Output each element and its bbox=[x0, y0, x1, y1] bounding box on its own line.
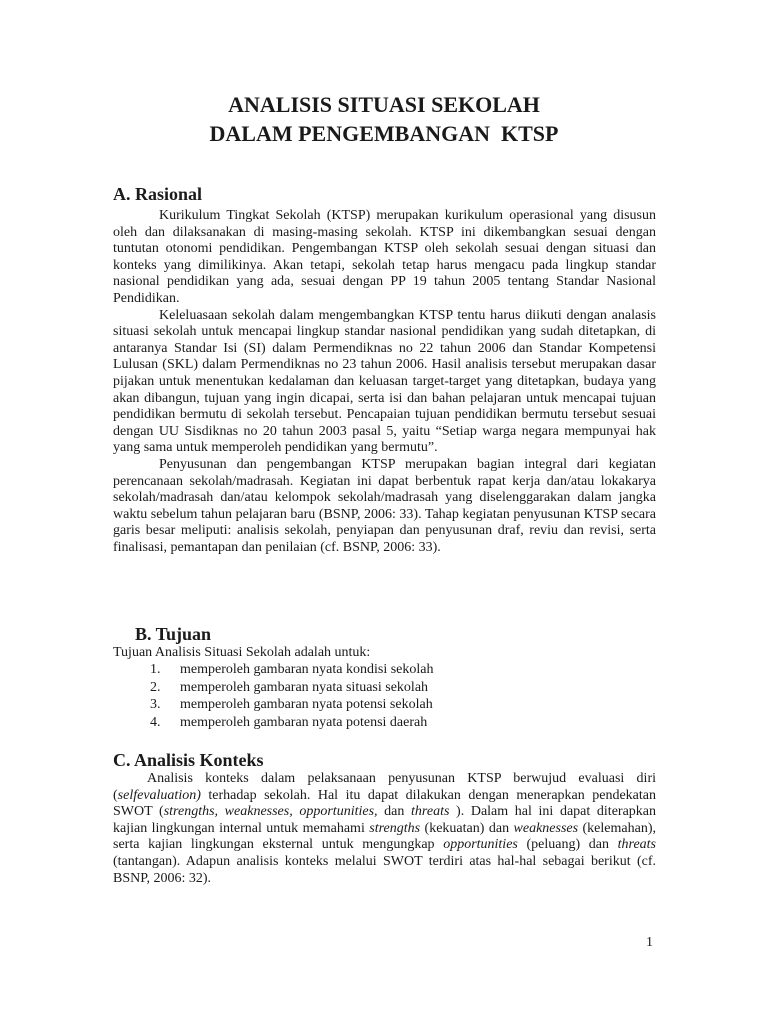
text-run: (kekuatan) dan bbox=[420, 820, 514, 836]
text-run: terhadap sekolah. Hal itu dapat dilakukan dengan menerapkan pendekatan SWOT ( bbox=[113, 787, 656, 820]
paragraph-rasional-2: Keleluasaan sekolah dalam mengembangkan KTSP tentu harus diikuti dengan analasis situasi sekolah untuk mencapai lingkup standar nasional pendidikan yang sudah ditetapkan, di antaranya Standar Isi (SI) dalam Permendiknas no 22 tahun 2006 dan Standar Kompetensi Lulusan (SKL) dalam Permendiknas no 23 tahun 2006. Hasil analisis tersebut merupakan dasar pijakan untuk menentukan kedalaman dan keluasan target-target yang ditetapkan, budaya yang akan dibangun, tujuan yang ingin dicapai, serta isi dan bahan pelajaran untuk mencapai tujuan pendidikan bermutu di sekolah tersebut. Pencapaian tujuan pendidikan bermutu tersebut sesuai dengan UU Sisdiknas no 20 tahun 2003 pasal 5, yaitu “Setiap warga negara mempunyai hak yang sama untuk memperoleh pendidikan yang bermutu”. bbox=[113, 307, 656, 456]
title-line-1: ANALISIS SITUASI SEKOLAH bbox=[228, 92, 540, 117]
page-number: 1 bbox=[646, 935, 653, 950]
text-run: (tantangan). Adapun analisis konteks melalui SWOT terdiri atas hal-hal sebagai berikut (cf. BSNP, 2006: 32). bbox=[113, 853, 656, 886]
list-item bbox=[113, 679, 633, 697]
section-c-heading: C. Analisis Konteks bbox=[113, 750, 264, 770]
emphasis-run: threats bbox=[411, 804, 450, 820]
document-title bbox=[0, 90, 768, 148]
list-item-text: memperoleh gambaran nyata kondisi sekolah bbox=[180, 662, 434, 677]
list-item bbox=[113, 714, 633, 732]
emphasis-run: strengths bbox=[369, 820, 421, 836]
list-item-number: 1. bbox=[150, 662, 161, 677]
emphasis-run: selfevaluation) bbox=[117, 787, 201, 803]
emphasis-run: opportunities bbox=[443, 837, 518, 853]
list-item-number: 4. bbox=[150, 714, 161, 730]
section-a-body bbox=[113, 208, 656, 556]
text-run: (peluang) dan bbox=[517, 837, 618, 853]
text-run: ). Dalam hal ini dapat diterapkan kajian lingkungan internal untuk memahami bbox=[113, 804, 657, 836]
list-item-text: memperoleh gambaran nyata potensi daerah bbox=[180, 714, 428, 730]
section-a-heading: A. Rasional bbox=[113, 184, 203, 204]
list-item-text: memperoleh gambaran nyata situasi sekolah bbox=[180, 679, 429, 695]
list-item-text: memperoleh gambaran nyata potensi sekolah bbox=[180, 697, 433, 712]
section-c-body bbox=[113, 771, 656, 887]
paragraph-rasional-1: Kurikulum Tingkat Sekolah (KTSP) merupakan kurikulum operasional yang disusun oleh dan dilaksanakan di masing-masing sekolah. KTSP ini dikembangkan sesuai dengan tuntutan otonomi pendidikan. Pengembangan KTSP oleh sekolah sesuai dengan situasi dan konteks yang dimilikinya. Akan tetapi, sekolah tetap harus mengacu pada lingkup standar nasional pendidikan yang ada, sesuai dengan PP 19 tahun 2005 tentang Standar Nasional Pendidikan. bbox=[113, 208, 656, 306]
emphasis-run: strengths, weaknesses, opportunities, bbox=[163, 804, 378, 820]
list-item-number: 2. bbox=[150, 679, 161, 695]
title-line-2: DALAM PENGEMBANGAN KTSP bbox=[209, 121, 559, 146]
text-run: (kelemahan), serta kajian lingkungan eksternal untuk mengungkap bbox=[113, 820, 656, 853]
tujuan-list bbox=[113, 661, 633, 731]
text-run: Analisis konteks dalam pelaksanaan penyusunan KTSP berwujud evaluasi diri ( bbox=[113, 771, 656, 803]
emphasis-run: threats bbox=[617, 837, 656, 853]
paragraph-analisis-konteks bbox=[113, 771, 656, 887]
paragraph-rasional-3: Penyusunan dan pengembangan KTSP merupakan bagian integral dari kegiatan perencanaan sekolah/madrasah. Kegiatan ini dapat berbentuk rapat kerja dan/atau lokakarya sekolah/madrasah dan/atau kelompok sekolah/madrasah yang diselenggarakan dalam jangka waktu sebelum tahun pelajaran baru (BSNP, 2006: 33). Tahap kegiatan penyusunan KTSP secara garis besar meliputi: analisis sekolah, penyiapan dan penyusunan draf, reviu dan revisi, serta finalisasi, pemantapan dan penilaian (cf. BSNP, 2006: 33). bbox=[113, 456, 656, 555]
list-item bbox=[113, 661, 633, 679]
list-item-number: 3. bbox=[150, 697, 161, 712]
tujuan-intro: Tujuan Analisis Situasi Sekolah adalah untuk: bbox=[113, 645, 371, 660]
emphasis-run: weaknesses bbox=[513, 820, 579, 836]
list-item bbox=[113, 696, 633, 714]
section-b-heading: B. Tujuan bbox=[135, 624, 212, 644]
text-run: dan bbox=[377, 804, 412, 820]
